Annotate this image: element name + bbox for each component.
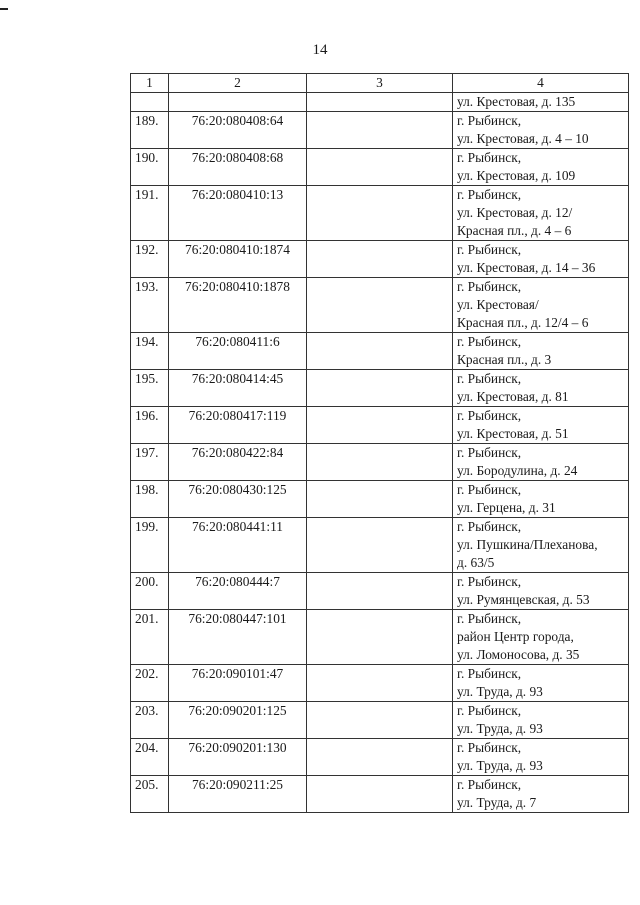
- address-cell: [453, 518, 629, 573]
- row-number-cell: 196.: [131, 407, 169, 444]
- column-3-cell: [307, 702, 453, 739]
- table-row: [131, 333, 629, 370]
- address-line: ул. Крестовая, д. 109: [457, 168, 576, 183]
- address-line: г. Рыбинск,: [457, 113, 522, 128]
- address-line: г. Рыбинск,: [457, 187, 522, 202]
- column-3-cell: [307, 278, 453, 333]
- address-line: Красная пл., д. 4 – 6: [457, 223, 572, 238]
- address-line: г. Рыбинск,: [457, 482, 522, 497]
- cadastral-number-cell: 76:20:080422:84: [169, 444, 307, 481]
- row-number-cell: 205.: [131, 776, 169, 813]
- table-row: [131, 444, 629, 481]
- address-line: г. Рыбинск,: [457, 408, 522, 423]
- column-3-cell: [307, 573, 453, 610]
- margin-mark: [0, 8, 8, 10]
- table-row: [131, 149, 629, 186]
- row-number-cell: 190.: [131, 149, 169, 186]
- column-3-cell: [307, 93, 453, 112]
- cadastral-number-cell: 76:20:080410:13: [169, 186, 307, 241]
- address-cell: [453, 481, 629, 518]
- column-3-cell: [307, 112, 453, 149]
- column-3-cell: [307, 444, 453, 481]
- column-3-cell: [307, 739, 453, 776]
- address-line: г. Рыбинск,: [457, 777, 522, 792]
- address-cell: [453, 112, 629, 149]
- row-number-cell: 201.: [131, 610, 169, 665]
- column-3-cell: [307, 518, 453, 573]
- column-header-1: 1: [131, 74, 169, 93]
- address-line: ул. Крестовая, д. 12/: [457, 205, 573, 220]
- column-3-cell: [307, 333, 453, 370]
- address-cell: [453, 610, 629, 665]
- address-line: ул. Крестовая/: [457, 297, 539, 312]
- page-number: 14: [312, 42, 328, 58]
- row-number-cell: 189.: [131, 112, 169, 149]
- table-body: [131, 93, 629, 813]
- cadastral-number-cell: 76:20:080444:7: [169, 573, 307, 610]
- address-line: г. Рыбинск,: [457, 371, 522, 386]
- address-line: г. Рыбинск,: [457, 242, 522, 257]
- cadastral-number-cell: 76:20:090201:125: [169, 702, 307, 739]
- address-line: ул. Крестовая, д. 14 – 36: [457, 260, 596, 275]
- address-cell: [453, 93, 629, 112]
- address-line: ул. Румянцевская, д. 53: [457, 592, 590, 607]
- address-line: д. 63/5: [457, 555, 495, 570]
- table-row: [131, 241, 629, 278]
- address-line: ул. Крестовая, д. 135: [457, 94, 576, 109]
- column-3-cell: [307, 407, 453, 444]
- table-row: [131, 702, 629, 739]
- column-3-cell: [307, 776, 453, 813]
- table-row: [131, 518, 629, 573]
- address-line: ул. Труда, д. 93: [457, 758, 543, 773]
- row-number-cell: 200.: [131, 573, 169, 610]
- address-cell: [453, 370, 629, 407]
- address-cell: [453, 776, 629, 813]
- row-number-cell: 197.: [131, 444, 169, 481]
- cadastral-number-cell: 76:20:090101:47: [169, 665, 307, 702]
- address-cell: [453, 573, 629, 610]
- table-row: [131, 739, 629, 776]
- address-cell: [453, 702, 629, 739]
- cadastral-number-cell: [169, 93, 307, 112]
- address-line: ул. Крестовая, д. 4 – 10: [457, 131, 589, 146]
- table-row: [131, 610, 629, 665]
- column-3-cell: [307, 370, 453, 407]
- address-line: Красная пл., д. 12/4 – 6: [457, 315, 589, 330]
- address-line: г. Рыбинск,: [457, 703, 522, 718]
- column-header-4: 4: [453, 74, 629, 93]
- address-line: ул. Герцена, д. 31: [457, 500, 556, 515]
- row-number-cell: 195.: [131, 370, 169, 407]
- address-line: ул. Труда, д. 93: [457, 721, 543, 736]
- address-line: г. Рыбинск,: [457, 740, 522, 755]
- address-line: г. Рыбинск,: [457, 334, 522, 349]
- address-line: г. Рыбинск,: [457, 574, 522, 589]
- address-cell: [453, 241, 629, 278]
- row-number-cell: 198.: [131, 481, 169, 518]
- address-line: г. Рыбинск,: [457, 519, 522, 534]
- address-cell: [453, 149, 629, 186]
- cadastral-number-cell: 76:20:080441:11: [169, 518, 307, 573]
- column-3-cell: [307, 481, 453, 518]
- row-number-cell: 194.: [131, 333, 169, 370]
- address-cell: [453, 186, 629, 241]
- row-number-cell: [131, 93, 169, 112]
- table-row: [131, 186, 629, 241]
- table-header-row: [131, 74, 629, 93]
- row-number-cell: 203.: [131, 702, 169, 739]
- row-number-cell: 192.: [131, 241, 169, 278]
- row-number-cell: 199.: [131, 518, 169, 573]
- column-header-3: 3: [307, 74, 453, 93]
- address-cell: [453, 665, 629, 702]
- address-cell: [453, 278, 629, 333]
- address-cell: [453, 739, 629, 776]
- address-line: ул. Крестовая, д. 81: [457, 389, 569, 404]
- address-cell: [453, 444, 629, 481]
- table-row: [131, 776, 629, 813]
- address-line: г. Рыбинск,: [457, 150, 522, 165]
- address-line: район Центр города,: [457, 629, 574, 644]
- address-line: г. Рыбинск,: [457, 666, 522, 681]
- cadastral-number-cell: 76:20:080408:68: [169, 149, 307, 186]
- address-cell: [453, 333, 629, 370]
- address-line: ул. Пушкина/Плеханова,: [457, 537, 598, 552]
- column-3-cell: [307, 149, 453, 186]
- address-line: ул. Труда, д. 7: [457, 795, 537, 810]
- table-row: [131, 481, 629, 518]
- cadastral-number-cell: 76:20:080414:45: [169, 370, 307, 407]
- table-row: [131, 407, 629, 444]
- property-table: [130, 73, 629, 813]
- column-3-cell: [307, 665, 453, 702]
- row-number-cell: 193.: [131, 278, 169, 333]
- address-line: ул. Крестовая, д. 51: [457, 426, 569, 441]
- table-row: [131, 573, 629, 610]
- table-row: [131, 665, 629, 702]
- cadastral-number-cell: 76:20:080410:1878: [169, 278, 307, 333]
- address-line: г. Рыбинск,: [457, 445, 522, 460]
- cadastral-number-cell: 76:20:090201:130: [169, 739, 307, 776]
- address-line: г. Рыбинск,: [457, 611, 522, 626]
- cadastral-number-cell: 76:20:080417:119: [169, 407, 307, 444]
- row-number-cell: 191.: [131, 186, 169, 241]
- column-3-cell: [307, 610, 453, 665]
- table-row: [131, 112, 629, 149]
- column-3-cell: [307, 241, 453, 278]
- address-line: г. Рыбинск,: [457, 279, 522, 294]
- table-row: [131, 93, 629, 112]
- column-3-cell: [307, 186, 453, 241]
- row-number-cell: 204.: [131, 739, 169, 776]
- cadastral-number-cell: 76:20:080447:101: [169, 610, 307, 665]
- cadastral-number-cell: 76:20:080411:6: [169, 333, 307, 370]
- address-cell: [453, 407, 629, 444]
- cadastral-number-cell: 76:20:090211:25: [169, 776, 307, 813]
- table-row: [131, 370, 629, 407]
- cadastral-number-cell: 76:20:080408:64: [169, 112, 307, 149]
- address-line: ул. Ломоносова, д. 35: [457, 647, 580, 662]
- row-number-cell: 202.: [131, 665, 169, 702]
- table-row: [131, 278, 629, 333]
- address-line: ул. Труда, д. 93: [457, 684, 543, 699]
- address-line: ул. Бородулина, д. 24: [457, 463, 578, 478]
- column-header-2: 2: [169, 74, 307, 93]
- cadastral-number-cell: 76:20:080410:1874: [169, 241, 307, 278]
- cadastral-number-cell: 76:20:080430:125: [169, 481, 307, 518]
- address-line: Красная пл., д. 3: [457, 352, 552, 367]
